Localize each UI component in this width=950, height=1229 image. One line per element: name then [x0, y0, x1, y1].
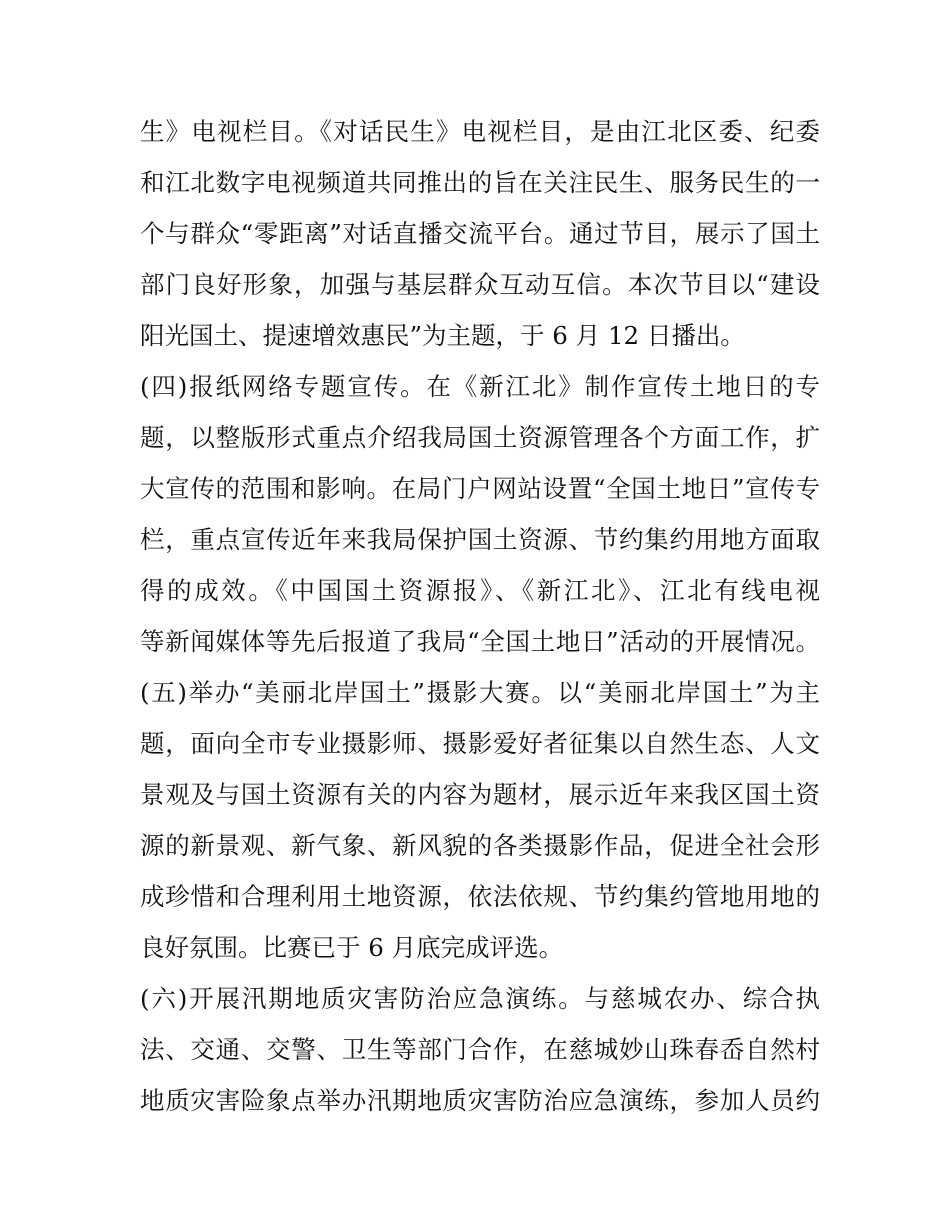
text-line-6: (四)报纸网络专题宣传。在《新江北》制作宣传土地日的专: [140, 372, 820, 401]
text-line-1: 生》电视栏目。《对话民生》电视栏目，是由江北区委、纪委: [140, 117, 820, 146]
body-text: [140, 106, 820, 1126]
text-line-20: 地质灾害险象点举办汛期地质灾害防治应急演练，参加人员约: [140, 1086, 820, 1115]
text-line-13: 题，面向全市专业摄影师、摄影爱好者征集以自然生态、人文: [140, 729, 820, 758]
text-line-4: 部门良好形象，加强与基层群众互动互信。本次节目以“建设: [140, 270, 820, 299]
text-line-12: (五)举办“美丽北岸国土”摄影大赛。以“美丽北岸国土”为主: [140, 678, 820, 707]
text-line-14: 景观及与国土资源有关的内容为题材，展示近年来我区国土资: [140, 780, 820, 809]
text-line-17: 良好氛围。比赛已于 6 月底完成评选。: [140, 933, 564, 962]
text-line-16: 成珍惜和合理利用土地资源，依法依规、节约集约管地用地的: [140, 882, 820, 911]
text-line-7: 题，以整版形式重点介绍我局国土资源管理各个方面工作，扩: [140, 423, 820, 452]
text-line-19: 法、交通、交警、卫生等部门合作，在慈城妙山珠春岙自然村: [140, 1035, 820, 1064]
text-line-9: 栏，重点宣传近年来我局保护国土资源、节约集约用地方面取: [140, 525, 820, 554]
text-line-2: 和江北数字电视频道共同推出的旨在关注民生、服务民生的一: [140, 168, 820, 197]
text-line-15: 源的新景观、新气象、新风貌的各类摄影作品，促进全社会形: [140, 831, 820, 860]
text-line-18: (六)开展汛期地质灾害防治应急演练。与慈城农办、综合执: [140, 984, 820, 1013]
text-line-10: 得的成效。《中国国土资源报》、《新江北》、江北有线电视: [140, 576, 820, 605]
text-line-5: 阳光国土、提速增效惠民”为主题，于 6 月 12 日播出。: [140, 321, 745, 350]
text-line-11: 等新闻媒体等先后报道了我局“全国土地日”活动的开展情况。: [140, 627, 820, 656]
text-line-3: 个与群众“零距离”对话直播交流平台。通过节目，展示了国土: [140, 219, 820, 248]
text-line-8: 大宣传的范围和影响。在局门户网站设置“全国土地日”宣传专: [140, 474, 820, 503]
